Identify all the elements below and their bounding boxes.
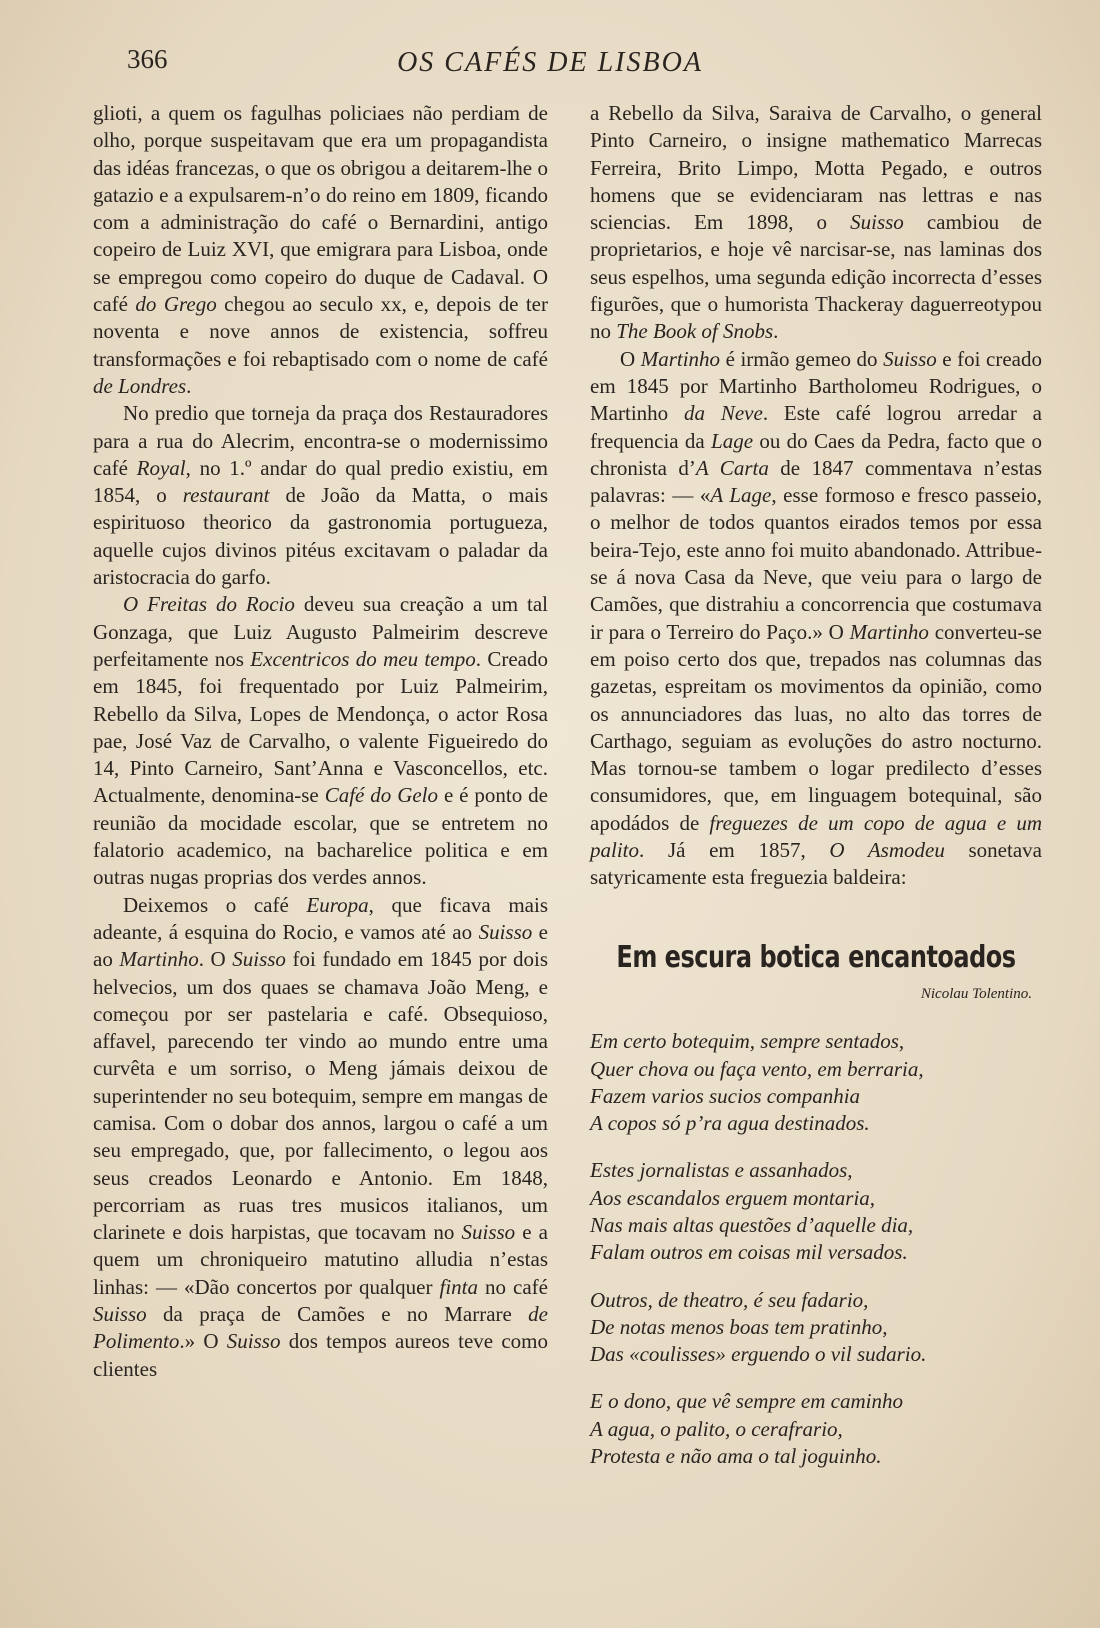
running-head (0, 44, 1100, 94)
poem-line: A copos só p’ra agua destinados. (590, 1111, 870, 1136)
left-column-paragraph: glioti, a quem os fagulhas policiaes não perdiam de olho, porque suspeitavam que era um propagandista das idéas francezas, o que os obrigou a deitarem-lhe o gatazio e a expulsarem-n’o do reino em 1809, ficando com a administração do café o Bernardini, antigo copeiro de Luiz XVI, que emigrara para Lisboa, onde se empregou como copeiro do duque de Cadaval. O café do Grego chegou ao seculo xx, e, depois de ter noventa e nove annos de existencia, soffreu transformações e foi rebaptisado com o nome de café de Londres. (93, 101, 548, 398)
poem-line: Falam outros em coisas mil versados. (590, 1240, 908, 1265)
poem-line: A agua, o palito, o cerafrario, (590, 1416, 843, 1441)
left-column-paragraph: Deixemos o café Europa, que ficava mais adeante, á esquina do Rocio, e vamos até ao Suisso e ao Martinho. O Suisso foi fundado em 1845 por dois helvecios, um dos quaes se chamava João Meng, e começou por ser pastelaria e café. Obsequioso, affavel, parecendo ter vindo ao mundo entre uma curvêta e um sorriso, o Meng jámais deixou de superintender no seu botequim, sempre em mangas de camisa. Com o dobar dos annos, largou o café a um seu empregado, que, por fallecimento, o legou aos seus creados Leonardo e Antonio. Em 1848, percorriam as ruas tres musicos italianos, um clarinete e dois harpistas, que tocavam no Suisso e a quem um chroniqueiro matutino alludia n’estas linhas: — «Dão concertos por qualquer finta no café Suisso da praça de Camões e no Marrare de Polimento.» O Suisso dos tempos aureos teve como clientes (93, 892, 548, 1381)
poem-stanza (590, 1157, 1042, 1266)
left-column-paragraph: No predio que torneja da praça dos Restauradores para a rua do Alecrim, encontra-se o modernissimo café Royal, no 1.º andar do qual predio existiu, em 1854, o restaurant de João da Matta, o mais espirituoso theorico da gastronomia portugueza, aquelle cujos divinos pitéus excitavam o paladar da aristocracia do garfo. (93, 401, 549, 590)
right-column (590, 100, 1042, 1470)
poem-body (590, 1028, 1042, 1470)
poem-stanza (590, 1388, 1042, 1470)
poem-line: Aos escandalos erguem montaria, (590, 1185, 876, 1210)
poem-author: Nicolau Tolentino. (920, 985, 1032, 1002)
right-column-paragraph: a Rebello da Silva, Saraiva de Carvalho, o general Pinto Carneiro, o insigne mathematico Marrecas Ferreira, Brito Limpo, Motta Pegado, e outros homens que se evidenciaram nas lettras e nas sciencias. Em 1898, o Suisso cambiou de proprietarios, e hoje vê narcisar-se, nas laminas dos seus espelhos, uma segunda edição incorrecta d’esses figurões, que o humorista Thackeray daguerreotypou no The Book of Snobs. (590, 101, 1042, 344)
poem-line: Outros, de theatro, é seu fadario, (590, 1287, 869, 1312)
running-title: OS CAFÉS DE LISBOA (397, 47, 703, 78)
poem-line: Protesta e não ama o tal joguinho. (590, 1444, 882, 1469)
poem-line: Das «coulisses» erguendo o vil sudario. (590, 1342, 927, 1367)
poem-line: Fazem varios sucios companhia (590, 1083, 861, 1108)
poem-line: Quer chova ou faça vento, em berraria, (590, 1056, 924, 1081)
right-column-paragraph: O Martinho é irmão gemeo do Suisso e foi creado em 1845 por Martinho Bartholomeu Rodrigues, o Martinho da Neve. Este café logrou arredar a frequencia da Lage ou do Caes da Pedra, facto que o chronista d’A Carta de 1847 commentava n’estas palavras: — «A Lage, esse formoso e fresco passeio, o melhor de todos quantos eirados temos por essa beira-Tejo, este anno foi muito abandonado. Attribue-se á nova Casa da Neve, que veiu para o largo de Camões, que distrahiu a concorrencia que costumava ir para o Terreiro do Paço.» O Martinho converteu-se em poiso certo dos que, trepados nas columnas das gazetas, espreitam os movimentos da opinião, como os annunciadores das luas, no alto das torres de Carthago, seguiam as evoluções do astro nocturno. Mas tornou-se tambem o logar predilecto d’esses consumidores, que, em linguagem botequinal, são apodádos de freguezes de um copo de agua e um palito. Já em 1857, O Asmodeu sonetava satyricamente esta freguezia baldeira: (590, 346, 1043, 890)
left-column (93, 100, 548, 1383)
poem-stanza (590, 1287, 1042, 1369)
right-column-text (590, 100, 1042, 892)
poem-line: Em certo botequim, sempre sentados, (590, 1029, 905, 1054)
page-number: 366 (127, 44, 168, 74)
poem-line: De notas menos boas tem pratinho, (590, 1314, 888, 1339)
poem-line: Nas mais altas questões d’aquelle dia, (590, 1212, 914, 1237)
poem-line: Estes jornalistas e assanhados, (590, 1158, 853, 1183)
left-column-paragraph: O Freitas do Rocio deveu sua creação a um tal Gonzaga, que Luiz Augusto Palmeirim descreve perfeitamente nos Excentricos do meu tempo. Creado em 1845, foi frequentado por Luiz Palmeirim, Rebello da Silva, Lopes de Mendonça, o actor Rosa pae, José Vaz de Carvalho, o valente Figueiredo do 14, Pinto Carneiro, Sant’Anna e Vasconcellos, etc. Actualmente, denomina-se Café do Gelo e é ponto de reunião da mocidade escolar, que se entretem no falatorio academico, na bacharelice politica e em outras nugas proprias dos verdes annos. (93, 592, 548, 890)
poem-stanza (590, 1028, 1042, 1137)
poem-line: E o dono, que vê sempre em caminho (590, 1389, 903, 1414)
poem-title: Em escura botica encantoados (616, 938, 1016, 974)
